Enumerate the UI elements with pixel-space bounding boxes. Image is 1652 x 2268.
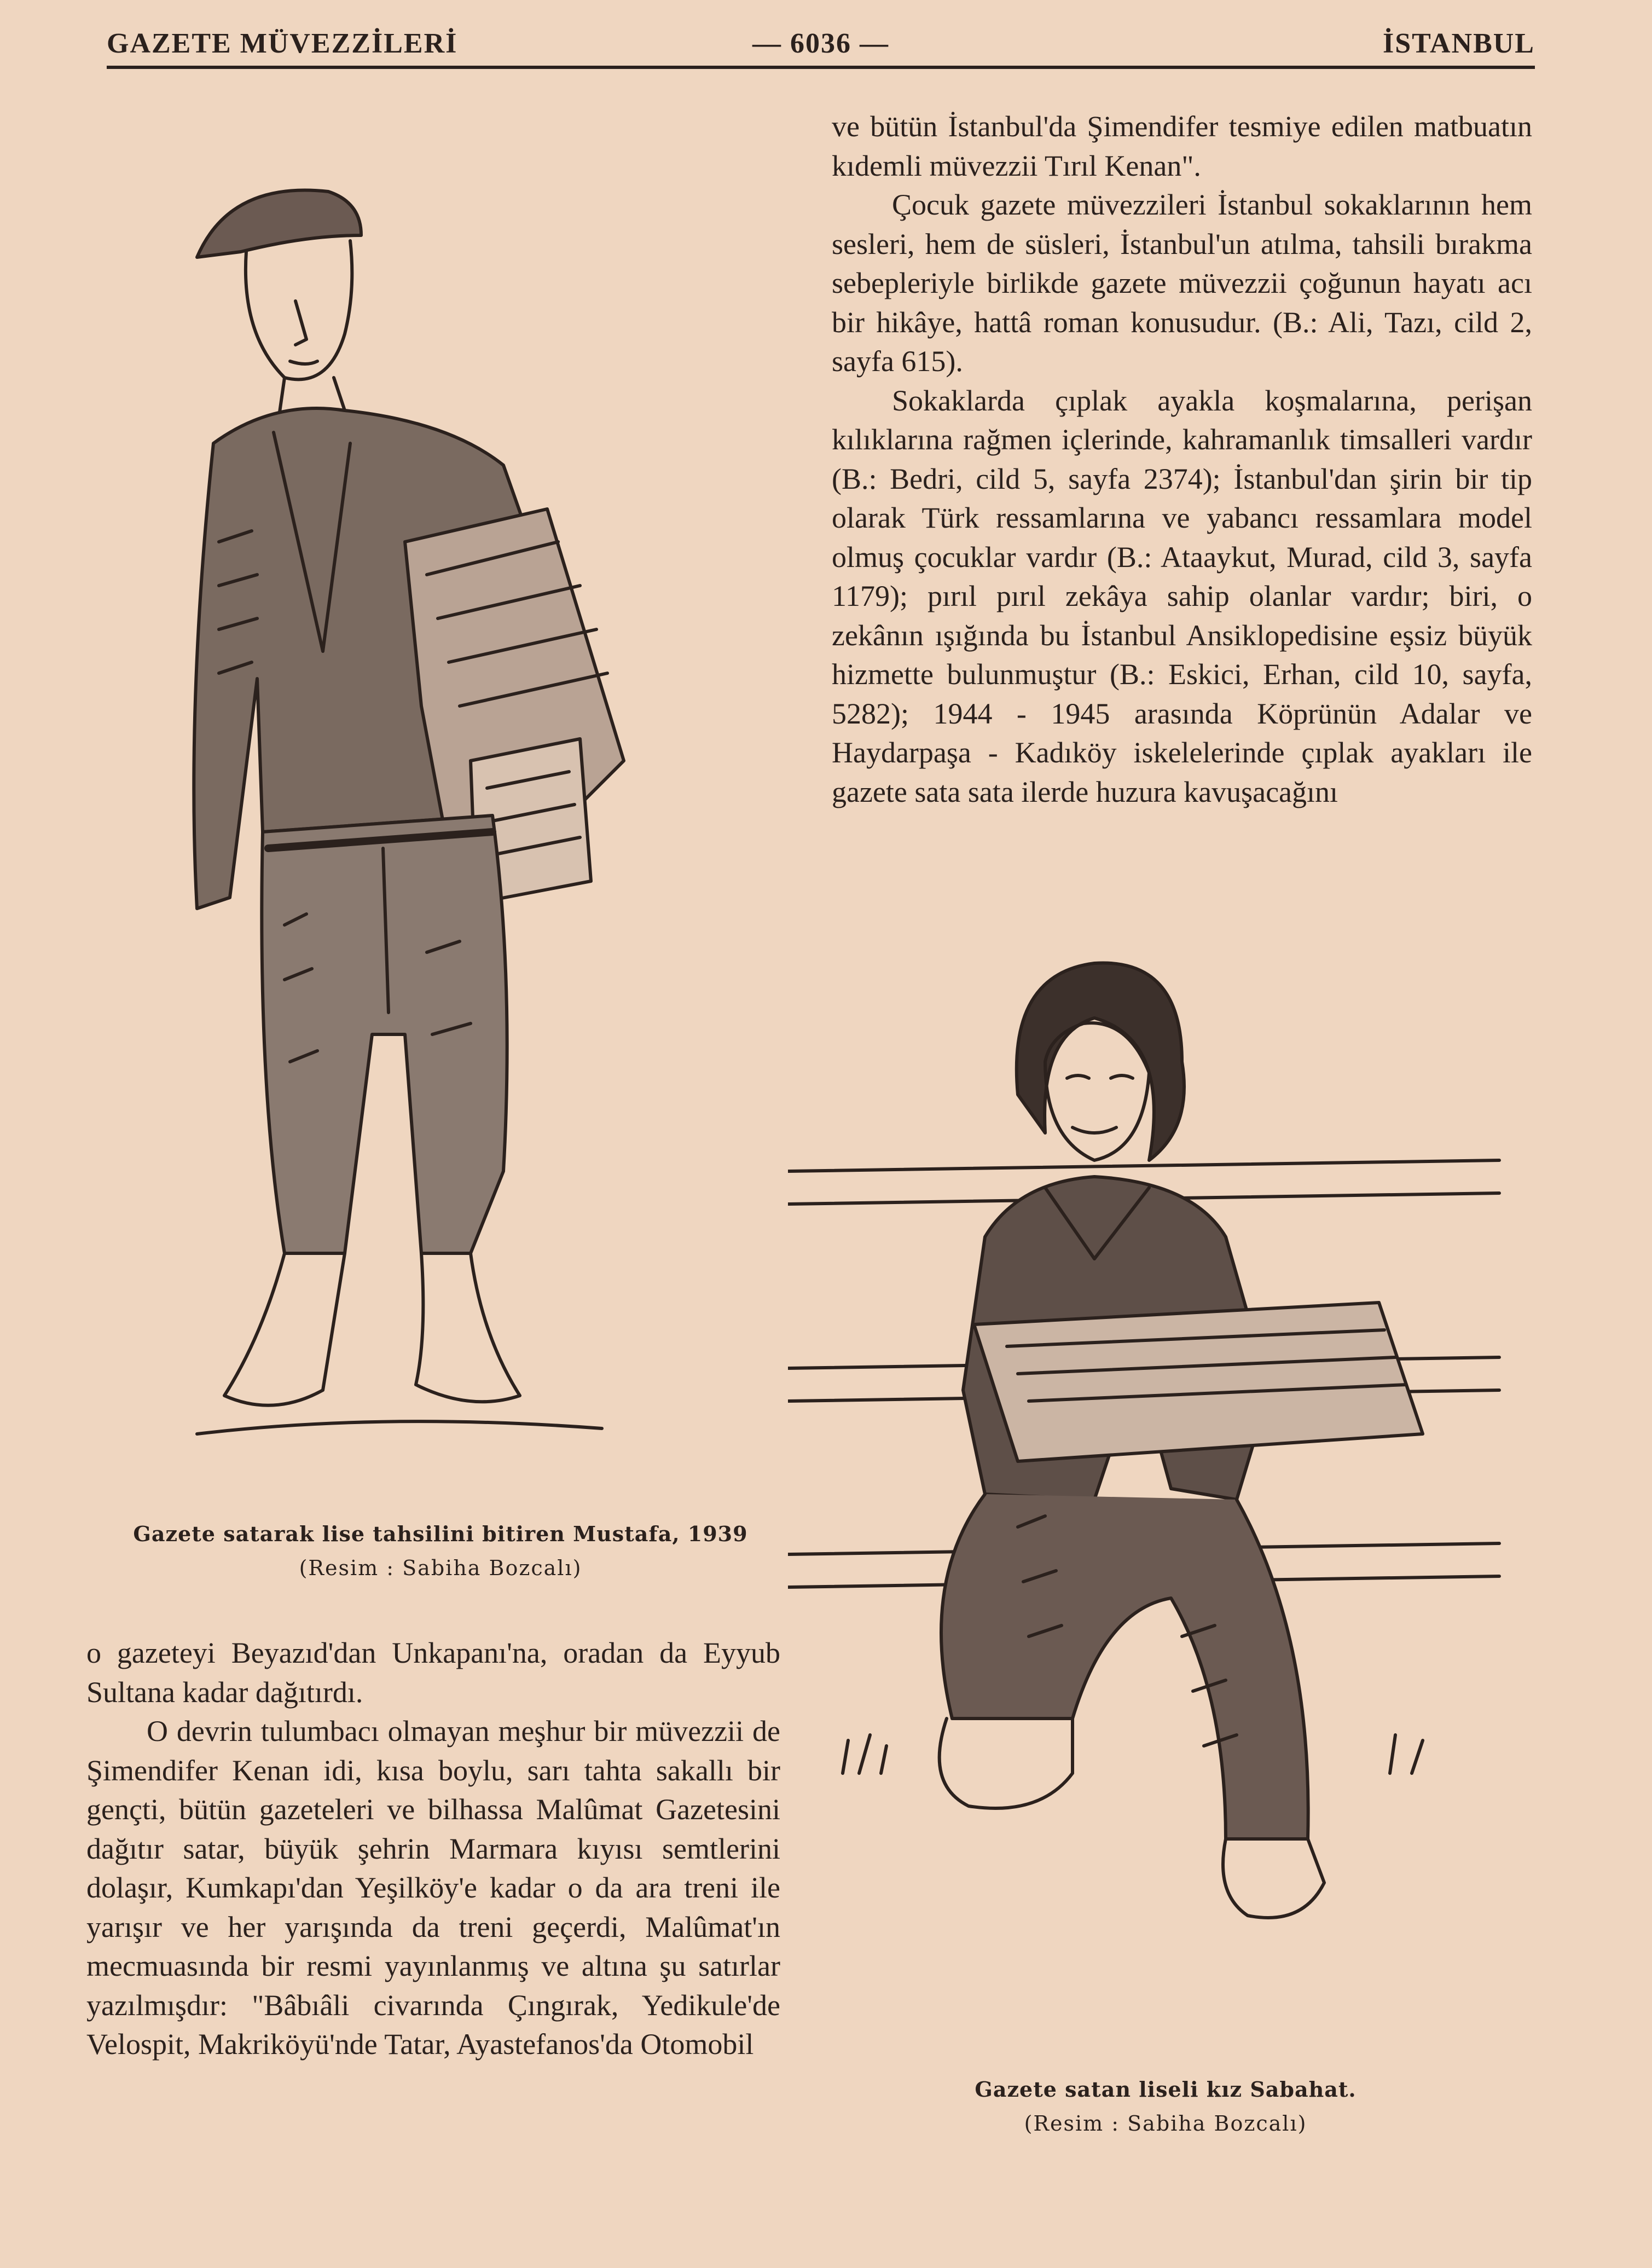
figure-caption-right — [886, 2077, 1445, 2136]
paragraph: Sokaklarda çıplak ayakla koşmalarına, perişan kılıklarına rağmen içlerinde, kahramanlık timsalleri vardır (B.: Bedri, cild 5, sayfa 2374); İstanbul'dan şirin bir tip olarak Türk ressamlarına ve yabancı ressamlara model olmuş çocuklar vardır (B.: Ataaykut, Murad, cild 3, sayfa 1179); pırıl pırıl zekâya sahip olanlar vardır; biri, o zekânın ışığında bu İstanbul Ansiklopedisine eşsiz büyük hizmette bulunmuştur (B.: Eskici, Erhan, cild 10, sayfa, 5282); 1944 - 1945 arasında Köprünün Adalar ve Haydarpaşa - Kadıköy iskelelerinde çıplak ayakları ile gazete sata sata ilerde huzura kavuşacağını — [832, 384, 1532, 808]
newsboy-drawing — [164, 159, 755, 1494]
newsgirl-drawing — [788, 952, 1554, 1970]
running-header — [107, 23, 1535, 67]
caption-credit: (Resim : Sabiha Bozcalı) — [299, 1556, 582, 1580]
paragraph: O devrin tulumbacı olmayan meşhur bir müvezzii de Şimendifer Kenan idi, kısa boylu, sarı tahta sakallı bir gençti, bütün gazeteleri ve bilhassa Malûmat Gazetesini dağıtır satar, büyük şehrin Marmara kıyısı semtlerini dolaşır, Kumkapı'dan Yeşilköy'e kadar o da ara treni ile yarışır ve her yarışında da treni geçerdi, Malûmat'ın mecmuasında bir resmi yayınlanmış ve altına şu satırlar yazılmışdır: "Bâbıâli civarında Çıngırak, Yedikule'de Velospit, Makriköyü'nde Tatar, Ayastefanos'da Otomobil — [86, 1715, 780, 2061]
paragraph: Çocuk gazete müvezzileri İstanbul sokaklarının hem sesleri, hem de süsleri, İstanbul'un atılma, tahsili bırakma sebepleriyle birlikde gazete müvezzii çoğunun hayatı acı bir hikâye, hattâ roman konusudur. (B.: Ali, Tazı, cild 2, sayfa 615). — [832, 188, 1532, 378]
caption-title: Gazete satan liseli kız Sabahat. — [975, 2077, 1357, 2102]
page-number: — 6036 — — [752, 28, 889, 59]
text-column-right — [832, 107, 1532, 812]
header-volume-title: İSTANBUL — [1382, 28, 1535, 59]
illustration-newsgirl — [788, 952, 1554, 1970]
illustration-newsboy — [164, 159, 755, 1494]
paragraph: ve bütün İstanbul'da Şimendifer tesmiye edilen matbuatın kıdemli müvezzii Tırıl Kenan". — [832, 110, 1532, 182]
text-column-left — [86, 1634, 780, 2064]
paragraph: o gazeteyi Beyazıd'dan Unkapanı'na, oradan da Eyyub Sultana kadar dağıtırdı. — [86, 1636, 780, 1709]
caption-credit: (Resim : Sabiha Bozcalı) — [1024, 2111, 1307, 2136]
caption-title: Gazete satarak lise tahsilini bitiren Mustafa, 1939 — [133, 1521, 748, 1546]
header-section-title: GAZETE MÜVEZZİLERİ — [107, 28, 458, 59]
header-rule — [107, 66, 1535, 69]
figure-caption-left — [88, 1521, 793, 1580]
